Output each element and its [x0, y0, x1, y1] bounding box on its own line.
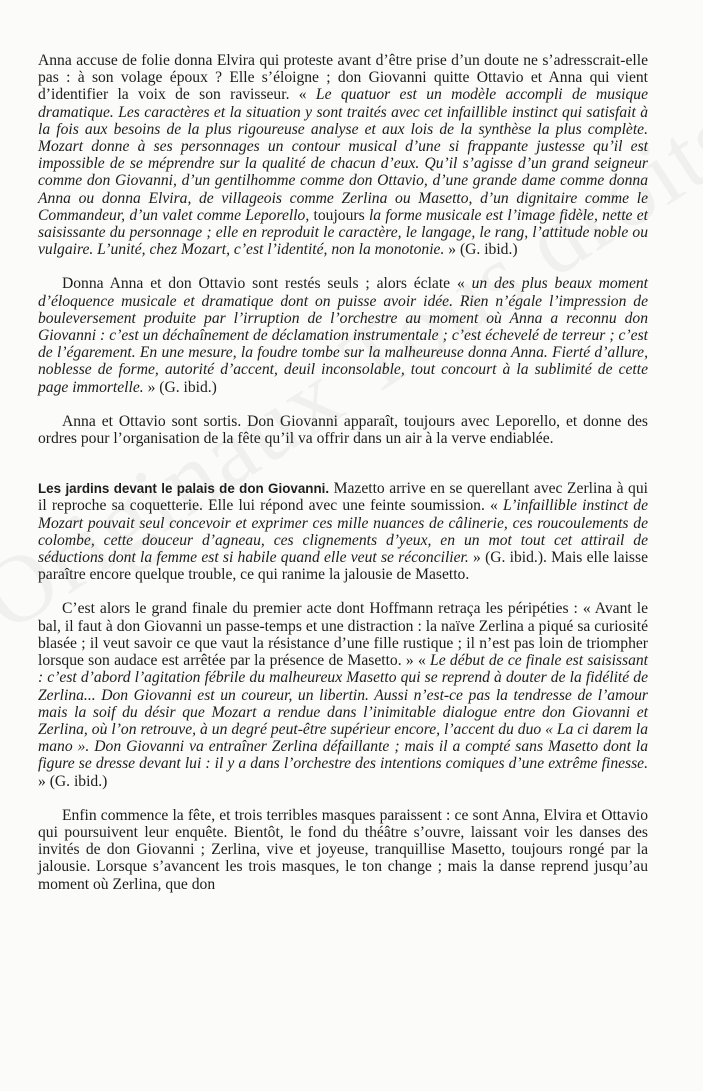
text-run: Donna Anna et don Ottavio sont restés seuls ; alors éclate «: [62, 275, 472, 293]
paragraph-fete-masques: Enfin commence la fête, et trois terribles masques paraissent : ce sont Anna, Elvira et Ottavio qui poursuivent leur enquête. Bientôt, le fond du théâtre s’ouvre, laissant voir les danses des invités de don Giovanni ; Zerlina, vive et joyeuse, tranquillise Masetto, toujours rongé par la jalousie. Lorsque s’avancent les trois masques, le ton change ; mais la danse reprend jusqu’au moment où Zerlina, que don: [38, 806, 648, 893]
text-run: toujours: [309, 206, 369, 224]
text-run: » (G. ibid.): [38, 772, 108, 790]
text-run: Anna accuse de folie donna Elvira qui proteste avant d’être prise d’un doute ne s’adresscrait-elle pas : à son volage époux ? Elle s’éloigne ; don Giovanni quitte Ottavio et Anna qui vient d’identifier la voix de son ravisseur. «: [38, 52, 648, 104]
paragraph-don-giovanni-fete: Anna et Ottavio sont sortis. Don Giovanni apparaît, toujours avec Leporello, et donne des ordres pour l’organisation de la fête qu’il va offrir dans un air à la verve endiablée.: [38, 412, 648, 448]
text-run: Mazetto arrive en se querellant avec Zerlina à qui il reproche sa coquetterie. Elle lui répond avec une feinte soumission. «: [38, 480, 648, 515]
quote-italic-run: L’infaillible instinct de Mozart pouvait seul concevoir et exprimer ces mille nuances de câlinerie, ces roucoulements de colombe, cette douceur d’agneau, ces clignements d’yeux, en un mot tout cet attirail de séductions dont la femme est si habile quand elle veut se réconcilier.: [38, 497, 648, 567]
text-run: » (G. ibid.): [444, 241, 518, 259]
text-run: » (G. ibid.): [143, 378, 217, 396]
paragraph-jardins: [38, 480, 648, 583]
paragraph-quatuor: [38, 52, 648, 258]
section-heading-jardins: Les jardins devant le palais de don Giovanni.: [38, 481, 330, 497]
paragraph-grand-finale: [38, 600, 648, 789]
paragraph-donna-anna-ottavio: [38, 275, 648, 395]
page-body: [38, 52, 648, 893]
quote-italic-run: Le début de ce finale est saisissant : c’est d’abord l’agitation fébrile du malheureux Masetto qui se reprend à douter de la fidélité de Zerlina... Don Giovanni est un coureur, un libertin. Aussi n’est-ce pas la tendresse de l’amour mais la soif du désir que Mozart a rendue dans l’inimitable dialogue entre don Giovanni et Zerlina, où l’on retrouve, à un degré peut-être supérieur encore, l’accent du duo « La ci darem la mano ». Don Giovanni va entraîner Zerlina défaillante ; mais il a compté sans Masetto dont la figure se dresse devant lui : il y a dans l’orchestre des intentions comiques d’une extrême finesse.: [38, 652, 648, 773]
quote-italic-run: Le quatuor est un modèle accompli de musique dramatique. Les caractères et la situation y sont traités avec cet infaillible instinct qui satisfait à la fois aux besoins de la plus rigoureuse analyse et aux lois de la synthèse la plus complète. Mozart donne à ses personnages un contour musical d’une si frappante justesse qu’il est impossible de se méprendre sur la qualité de chacun d’eux. Qu’il s’agisse d’un grand seigneur comme don Giovanni, d’un gentilhomme comme don Ottavio, d’une grande dame comme donna Anna ou donna Elvira, de villageois comme Zerlina ou Masetto, d’un dignitaire comme le Commandeur, d’un valet comme Leporello,: [38, 86, 648, 224]
quote-italic-run: la forme musicale est l’image fidèle, nette et saisissante du personnage ; elle en reproduit le caractère, le langage, le rang, l’attitude noble ou vulgaire. L’unité, chez Mozart, c’est l’identité, non la monotonie.: [38, 206, 648, 259]
text-run: » (G. ibid.). Mais elle laisse paraître encore quelque trouble, ce qui ranime la jalousie de Masetto.: [38, 549, 648, 584]
text-run: C’est alors le grand finale du premier acte dont Hoffmann retraça les péripéties : « Avant le bal, il faut à don Giovanni un passe-temps et une distraction : la naïve Zerlina a piqué sa curiosité blasée ; il veut savoir ce que vaut la résistance d’une fille rustique ; il n’est pas loin de triompher lorsque son audace est arrêtée par la présence de Masetto. » «: [38, 600, 648, 670]
quote-italic-run: un des plus beaux moment d’éloquence musicale et dramatique dont on puisse avoir idée. Rien n’égale l’impression de bouleversement produite par l’irruption de l’orchestre au moment où Anna a reconnu don Giovanni : c’est un déchaînement de déclamation instrumentale ; c’est échevelé de terreur ; c’est de l’égarement. En une mesure, la foudre tombe sur la malheureuse donna Anna. Fierté d’allure, noblesse de forme, autorité d’accent, deuil inconsolable, tout concourt à la sublimité de cette page immortelle.: [38, 275, 648, 396]
